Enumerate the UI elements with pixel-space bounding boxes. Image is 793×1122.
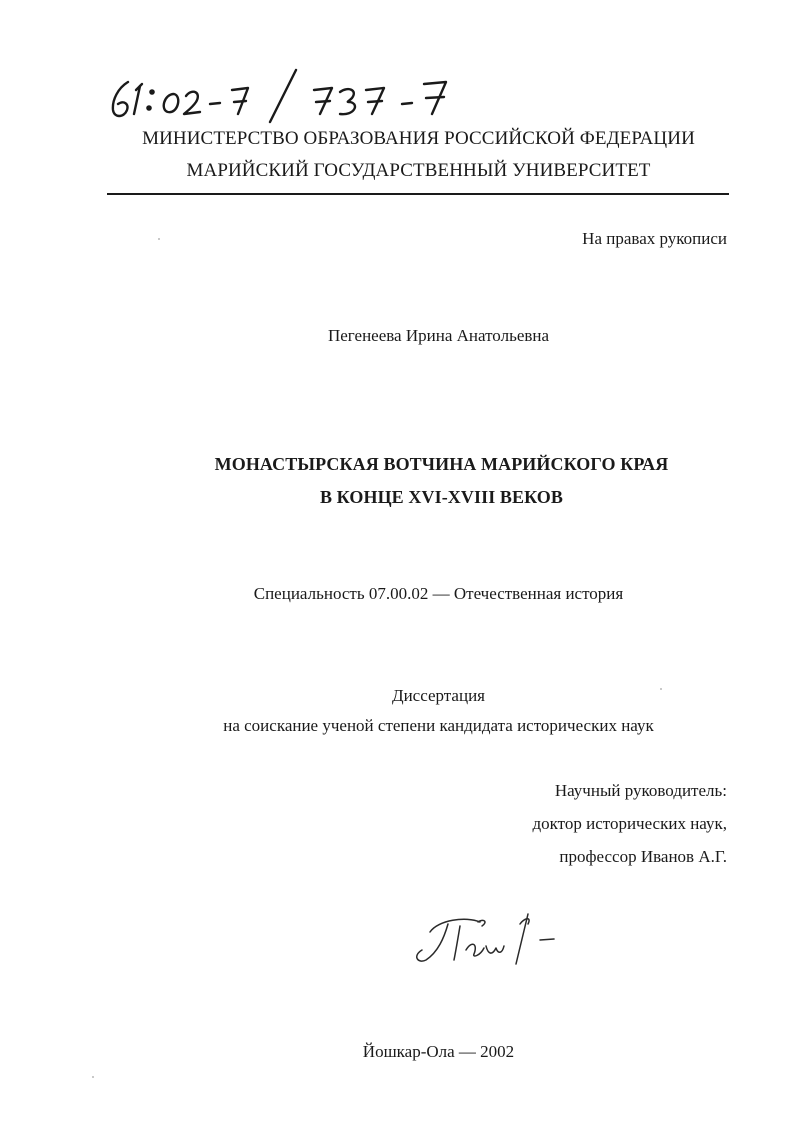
dissertation-type: Диссертация (391, 686, 485, 705)
supervisor-degree: доктор исторических наук, (532, 814, 727, 833)
place-and-year: Йошкар-Ола — 2002 (362, 1042, 515, 1061)
specialty-line: Специальность 07.00.02 — Отечественная история (253, 584, 624, 603)
scan-speck (158, 238, 160, 240)
manuscript-note: На правах рукописи (582, 229, 727, 248)
handwritten-archive-code (100, 64, 500, 126)
supervisor-role: Научный руководитель: (554, 781, 727, 800)
dissertation-title-line-1: МОНАСТЫРСКАЯ ВОТЧИНА МАРИЙСКОГО КРАЯ (214, 454, 669, 474)
degree-line: на соискание ученой степени кандидата исторических наук (223, 716, 654, 735)
handwritten-signature (408, 910, 568, 970)
supervisor-name: профессор Иванов А.Г. (559, 847, 727, 866)
dissertation-title-line-2: В КОНЦЕ XVI-XVIII ВЕКОВ (319, 487, 564, 507)
scan-speck (92, 1076, 94, 1078)
scan-speck (660, 688, 662, 690)
header-divider (107, 193, 729, 195)
university-heading: МАРИЙСКИЙ ГОСУДАРСТВЕННЫЙ УНИВЕРСИТЕТ (186, 160, 651, 181)
author-name: Пегенеева Ирина Анатольевна (327, 326, 550, 345)
ministry-heading: МИНИСТЕРСТВО ОБРАЗОВАНИЯ РОССИЙСКОЙ ФЕДЕРАЦИИ (142, 128, 695, 149)
